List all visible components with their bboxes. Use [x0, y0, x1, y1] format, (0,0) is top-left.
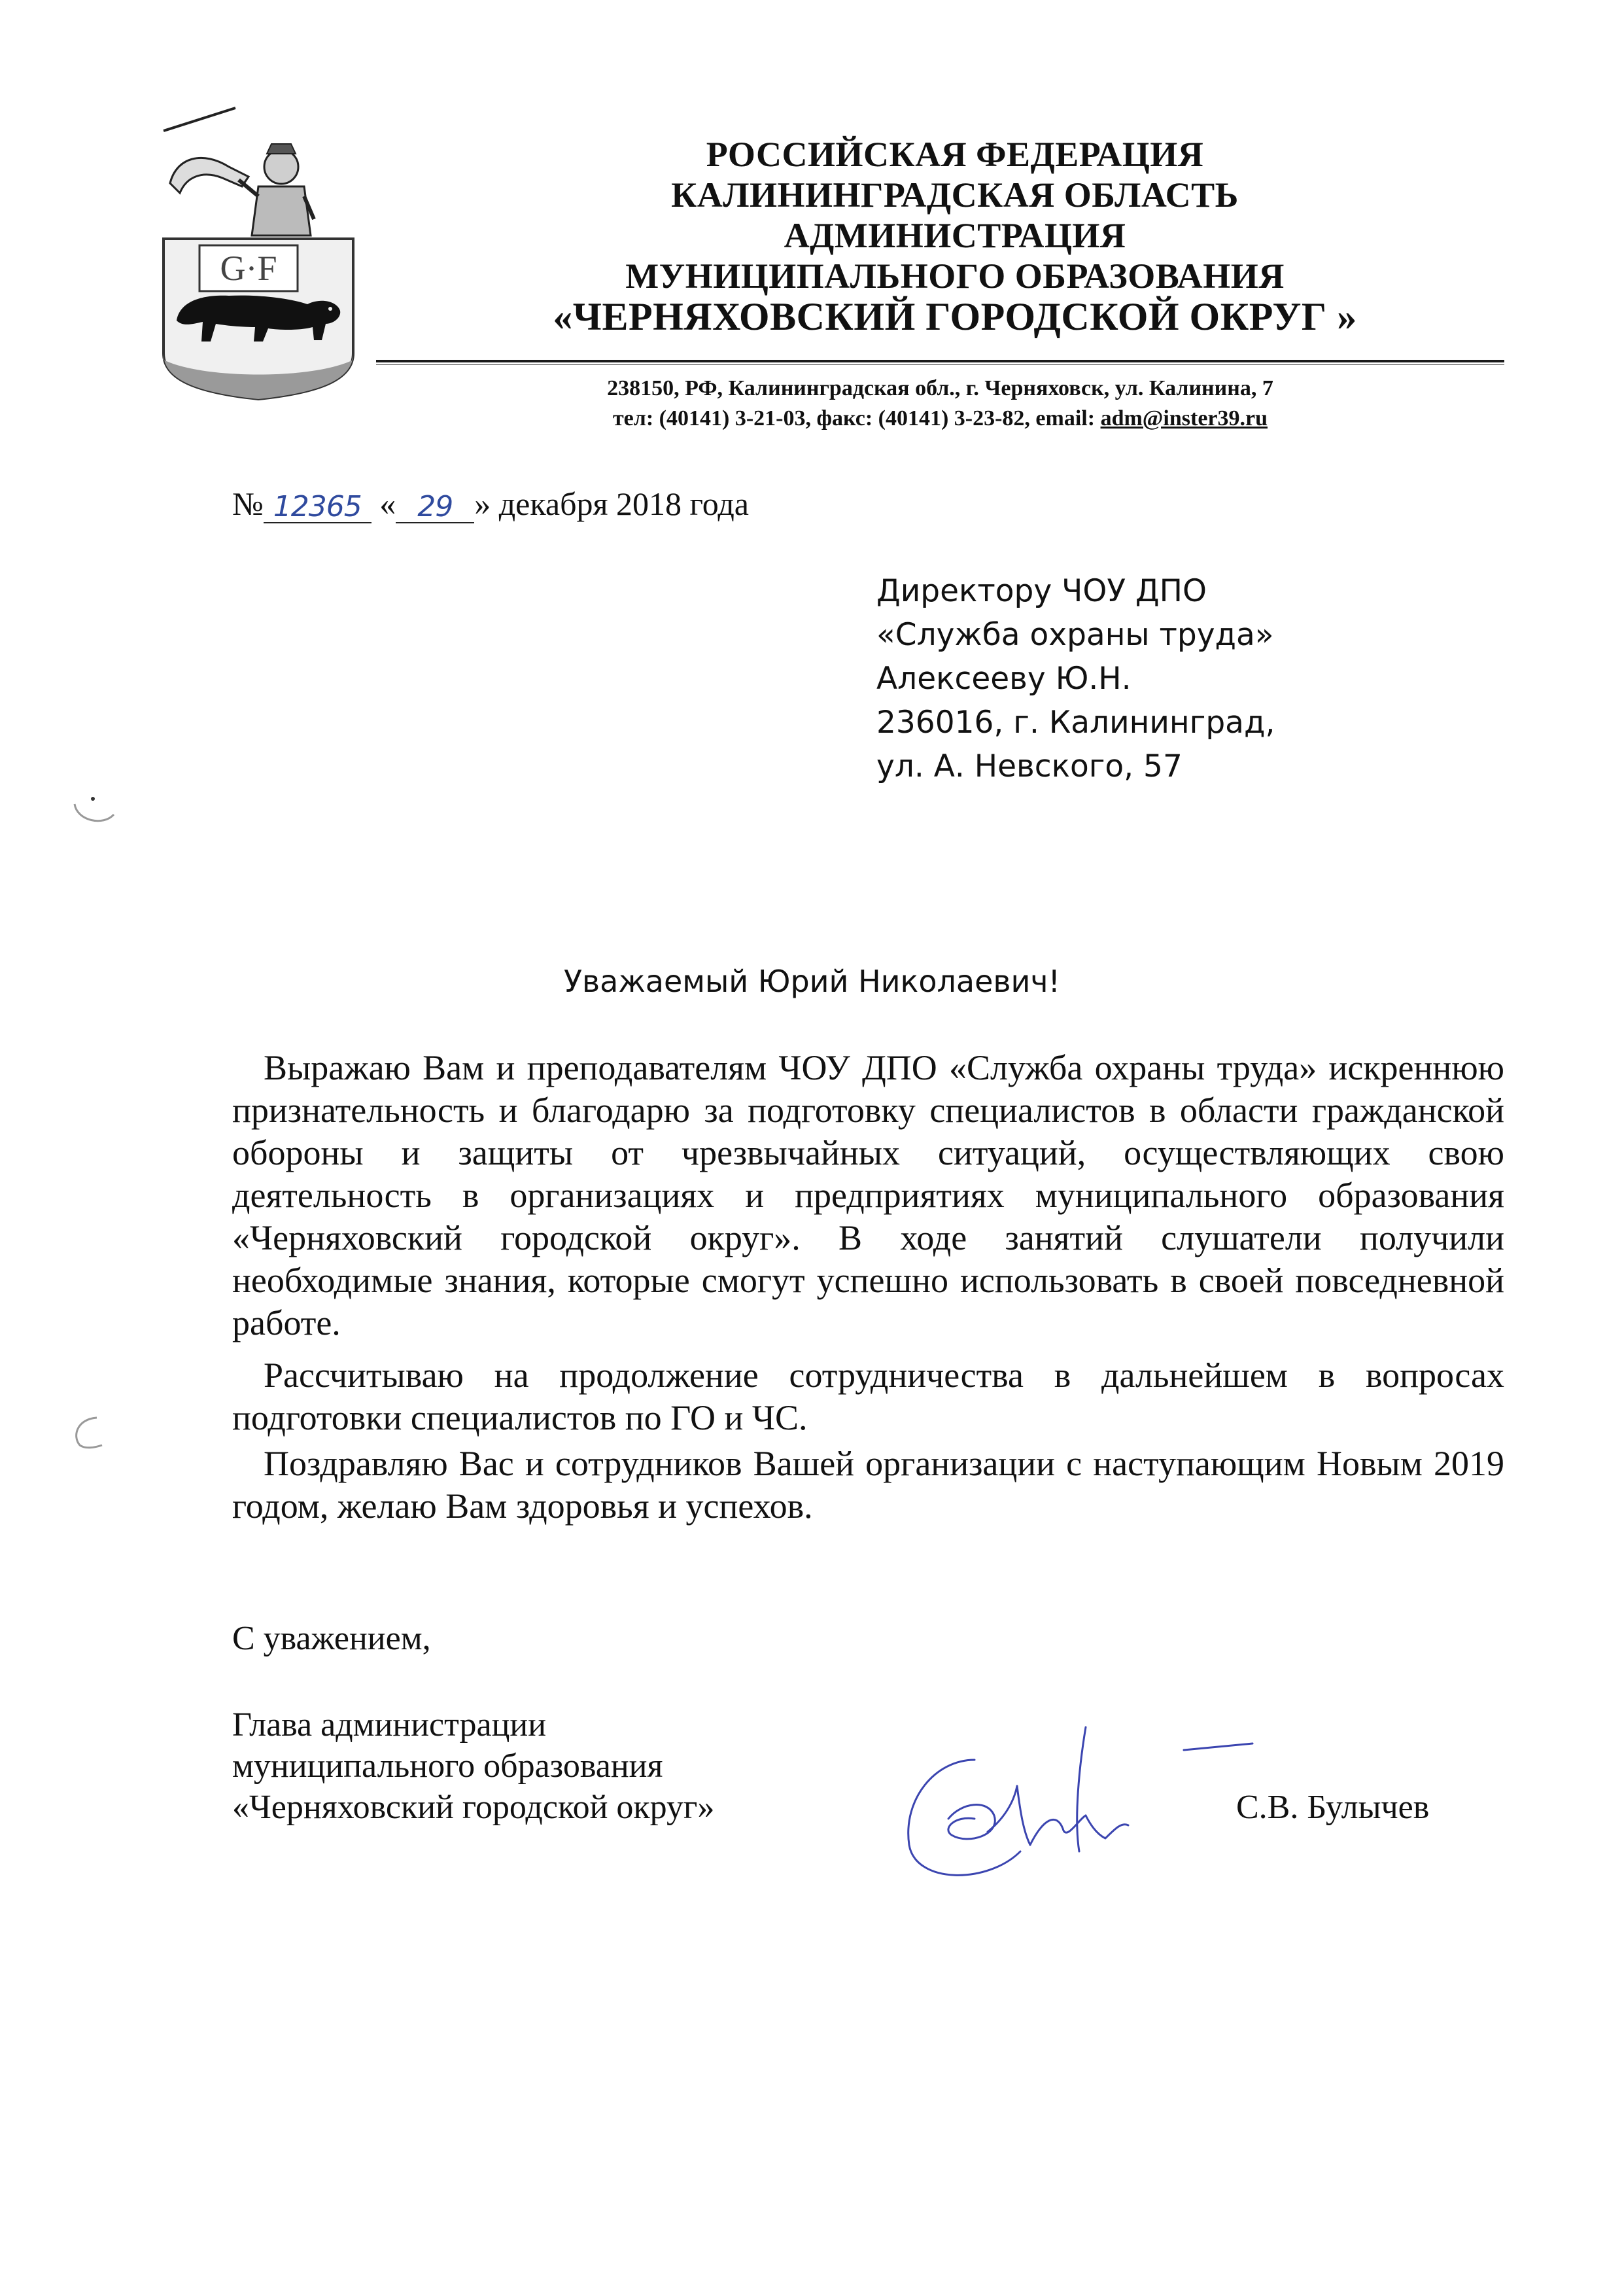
letterhead-municipality: МУНИЦИПАЛЬНОГО ОБРАЗОВАНИЯ — [625, 256, 1285, 296]
letter-body — [232, 1047, 1504, 1344]
addressee-street: ул. А. Невского, 57 — [876, 748, 1183, 784]
huntsman-figure-icon — [239, 144, 314, 236]
letterhead — [366, 134, 1544, 337]
email-link[interactable]: adm@inster39.ru — [1100, 406, 1268, 430]
signer-title-line2: муниципального образования — [232, 1747, 663, 1785]
letterhead-divider — [376, 360, 1504, 362]
closing-phrase: С уважением, — [232, 1620, 431, 1657]
addressee-block — [876, 569, 1275, 788]
handwritten-signature — [890, 1688, 1256, 1897]
signer-title-line3: «Черняховский городской округ» — [232, 1789, 715, 1826]
punch-hole-mark-bottom — [71, 1416, 118, 1450]
coat-of-arms-emblem — [150, 105, 366, 406]
registration-day-handwritten: 29 — [417, 490, 453, 523]
addressee-position: Директору ЧОУ ДПО — [876, 573, 1207, 609]
paragraph-gratitude: Выражаю Вам и преподавателям ЧОУ ДПО «Служба охраны труда» искреннюю признательность и благодарю за подготовку специалистов в области гражданской обороны и защиты от чрезвычайных ситуаций, осуществляющих свою деятельность в организациях и предприятиях муниципального образования «Черняховский городской округ». В ходе занятий слушатели получили необходимые знания, которые смогут успешно использовать в своей повседневной работе. — [232, 1048, 1504, 1342]
number-sign: № — [232, 485, 264, 522]
letterhead-country: РОССИЙСКАЯ ФЕДЕРАЦИЯ — [706, 135, 1204, 174]
date-open-quote: « — [379, 485, 396, 522]
addressee-city: 236016, г. Калининград, — [876, 705, 1275, 741]
addressee-name: Алексееву Ю.Н. — [876, 661, 1132, 697]
registration-day-field — [396, 485, 474, 523]
paragraph-cooperation: Рассчитываю на продолжение сотрудничества в дальнейшем в вопросах подготовки специалистов по ГО и ЧС. — [232, 1356, 1504, 1437]
registration-date-rest: » декабря 2018 года — [474, 485, 749, 522]
contacts-text: тел: (40141) 3-21-03, факс: (40141) 3-23-82, email: — [612, 406, 1101, 430]
letterhead-region: КАЛИНИНГРАДСКАЯ ОБЛАСТЬ — [671, 175, 1239, 215]
letterhead-administration: АДМИНИСТРАЦИЯ — [784, 216, 1126, 255]
registration-line — [232, 484, 749, 523]
emblem-monogram: G·F — [220, 249, 277, 288]
signer-title-line1: Глава администрации — [232, 1706, 547, 1743]
signer-title-block — [232, 1704, 714, 1828]
registration-number-handwritten: 12365 — [273, 490, 362, 523]
letterhead-divider-thin — [376, 364, 1504, 365]
paragraph-greeting: Поздравляю Вас и сотрудников Вашей организации с наступающим Новым 2019 годом, желаю Вам здоровья и успехов. — [232, 1444, 1504, 1526]
signer-name: С.В. Булычев — [1236, 1789, 1430, 1826]
letterhead-district: «ЧЕРНЯХОВСКИЙ ГОРОДСКОЙ ОКРУГ » — [553, 295, 1357, 338]
letterhead-address: 238150, РФ, Калининградская обл., г. Черняховск, ул. Калинина, 7 — [607, 376, 1273, 400]
letter-body-cooperation — [232, 1354, 1504, 1439]
hunting-horn-icon — [164, 108, 249, 193]
addressee-organization: «Служба охраны труда» — [876, 617, 1274, 653]
salutation: Уважаемый Юрий Николаевич! — [564, 964, 1060, 999]
letterhead-contacts — [376, 404, 1504, 433]
punch-hole-mark-top — [71, 795, 118, 829]
letter-body-greeting — [232, 1443, 1504, 1528]
registration-number-field — [264, 485, 371, 523]
